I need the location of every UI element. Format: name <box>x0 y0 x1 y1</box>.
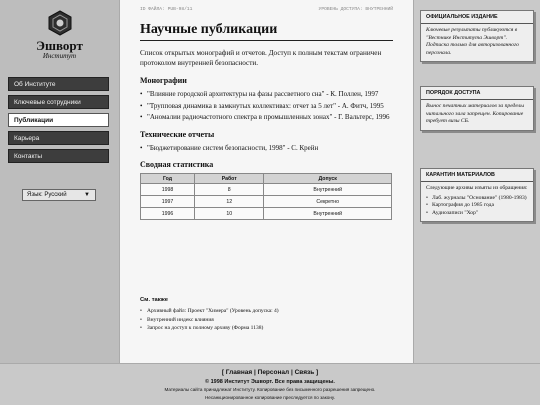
nav-item-career[interactable]: Карьера <box>8 131 109 145</box>
see-also-heading: См. также <box>140 297 168 303</box>
quarantine-list <box>426 195 528 218</box>
column-header-works: Работ <box>195 174 264 184</box>
access-order-box <box>420 86 534 131</box>
language-select[interactable] <box>22 189 96 201</box>
table-cell: Секретно <box>264 196 392 208</box>
box-title: КАРАНТИН МАТЕРИАЛОВ <box>421 169 533 182</box>
table-cell: 1998 <box>141 184 195 196</box>
file-info-bar <box>140 7 393 16</box>
box-title: ПОРЯДОК ДОСТУПА <box>421 87 533 100</box>
see-also-link[interactable]: • Запрос на доступ к полному архиву (Форма 1138) <box>140 324 393 333</box>
stats-heading: Сводная статистика <box>140 160 214 169</box>
table-cell: 1997 <box>141 196 195 208</box>
list-item: • Аудиозаписи "Хор" <box>426 210 528 218</box>
footer <box>0 363 540 405</box>
institute-name: Эшворт <box>36 38 83 53</box>
box-body: Вынос печатных материалов за пределы читального зала запрещен. Копирование требует визы СБ. <box>426 103 525 124</box>
monographs-heading: Монографии <box>140 76 187 85</box>
footer-links[interactable]: [ Главная | Персонал | Связь ] <box>221 369 319 376</box>
table-row <box>141 208 392 220</box>
box-body <box>421 182 533 221</box>
reports-heading: Технические отчеты <box>140 129 215 139</box>
intro-text: Список открытых монографий и отчетов. Доступ к полным текстам ограничен протоколом внутренней безопасности. <box>140 49 382 67</box>
official-edition-box <box>420 10 534 62</box>
publications-body <box>140 22 393 220</box>
table-cell: Внутренний <box>264 208 392 220</box>
footer-note: Материалы сайта принадлежат Институту. Копирование без письменного разрешения запрещено. <box>164 387 376 392</box>
logo-icon <box>47 10 73 36</box>
footer-copyright: © 1998 Институт Эшворт. Все права защищены. <box>205 379 335 385</box>
nav-item-contacts[interactable]: Контакты <box>8 149 109 163</box>
reports-list <box>140 143 393 154</box>
list-item[interactable]: • "Трупповая динамика в замкнутых коллективах: отчет за 5 лет" - А. Фитч, 1995 <box>140 101 393 112</box>
table-row <box>141 196 392 208</box>
institute-subtitle: Институт <box>42 52 77 60</box>
quarantine-intro: Следующие архивы изъяты из обращения: <box>426 185 528 191</box>
see-also-link[interactable]: • Архивный файл: Проект "Химера" (Уровень допуска: 4) <box>140 307 393 316</box>
footer-note: Несанкционированное копирование преследуется по закону. <box>204 395 335 400</box>
quarantine-box <box>420 168 534 222</box>
file-id: ID ФАЙЛА: PUB-98/11 <box>140 7 193 12</box>
nav-item-about[interactable]: Об Институте <box>8 77 109 91</box>
left-sidebar <box>0 0 119 363</box>
list-item[interactable]: • "Аномалии радиочастотного спектра в промышленных зонах" - Г. Вальтерс, 1996 <box>140 112 393 123</box>
table-cell: 10 <box>195 208 264 220</box>
column-header-year: Год <box>141 174 195 184</box>
box-body: Ключевые результаты публикуются в "Вестнике Института Эшворт". Подписка только для авторизованного персонала. <box>426 27 519 56</box>
chevron-down-icon: ▼ <box>84 192 90 198</box>
table-header-row <box>141 174 392 184</box>
page-title: Научные публикации <box>140 22 393 41</box>
stats-table <box>140 173 392 220</box>
language-select-label: Язык: Русский <box>27 192 67 198</box>
see-also-list <box>140 307 393 333</box>
table-cell: 8 <box>195 184 264 196</box>
monographs-list <box>140 89 393 123</box>
list-item[interactable]: • "Бюджетирование систем безопасности, 1998" - С. Крейн <box>140 143 393 154</box>
logo-block <box>0 10 119 60</box>
table-row <box>141 184 392 196</box>
main-content <box>119 0 414 363</box>
see-also-link[interactable]: • Внутренний индекс влияния <box>140 316 393 325</box>
box-title: ОФИЦИАЛЬНОЕ ИЗДАНИЕ <box>421 11 533 24</box>
table-cell: 1996 <box>141 208 195 220</box>
nav-item-publications[interactable]: Публикации <box>8 113 109 127</box>
main-nav <box>8 77 109 167</box>
table-cell: 12 <box>195 196 264 208</box>
list-item: • Лаб. журналы "Основание" (1980-1983) <box>426 195 528 203</box>
see-also-section <box>140 297 393 333</box>
column-header-clearance: Допуск <box>264 174 392 184</box>
table-cell: Внутренний <box>264 184 392 196</box>
list-item: • Картография до 1985 года <box>426 202 528 210</box>
access-level: УРОВЕНЬ ДОСТУПА: ВНУТРЕННИЙ <box>318 7 393 12</box>
right-sidebar <box>414 0 540 363</box>
nav-item-staff[interactable]: Ключевые сотрудники <box>8 95 109 109</box>
list-item[interactable]: • "Влияние городской архитектуры на фазы рассветного сна" - К. Поллен, 1997 <box>140 89 393 100</box>
